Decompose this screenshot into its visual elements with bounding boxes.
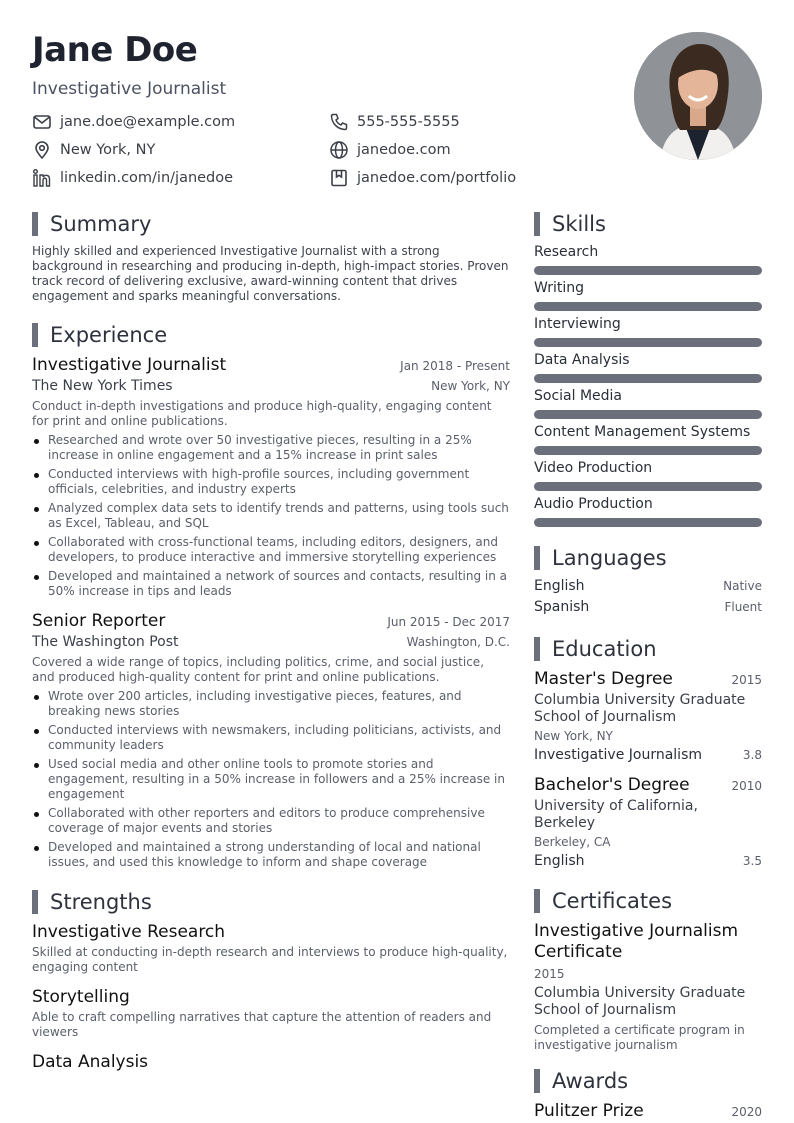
job-bullets (32, 433, 510, 599)
education-title: Education (552, 637, 657, 661)
job-bullets (32, 689, 510, 870)
skill-level-bar (534, 446, 762, 455)
job-location: Washington, D.C. (406, 635, 510, 649)
certificates-title: Certificates (552, 889, 673, 913)
school-location: Berkeley, CA (534, 835, 611, 849)
bullet-item: Researched and wrote over 50 investigative pieces, resulting in a 25% increase in online engagement and a 15% increase in print sales (32, 433, 510, 463)
degree-year: 2010 (731, 779, 762, 793)
gpa: 3.5 (742, 854, 762, 868)
languages-title: Languages (552, 546, 667, 570)
strength-item (32, 987, 510, 1040)
certificate-description: Completed a certificate program in investigative journalism (534, 1023, 745, 1052)
contact-phone[interactable] (329, 112, 460, 132)
strength-title: Investigative Research (32, 922, 226, 942)
degree: Bachelor's Degree (534, 775, 690, 795)
section-accent-bar (534, 889, 540, 913)
contact-website[interactable] (329, 140, 451, 160)
award-title: Pulitzer Prize (534, 1101, 644, 1121)
job-title: Senior Reporter (32, 611, 166, 631)
skill-level-bar (534, 410, 762, 419)
skill-item (534, 388, 762, 419)
skill-item (534, 496, 762, 527)
bullet-item: Analyzed complex data sets to identify trends and patterns, using tools such as Excel, Tableau, and SQL (32, 501, 510, 531)
main-column (32, 208, 510, 1072)
skill-item (534, 280, 762, 311)
degree: Master's Degree (534, 669, 673, 689)
education-heading (534, 633, 762, 665)
job-location: New York, NY (431, 379, 510, 393)
skill-item (534, 460, 762, 491)
section-accent-bar (32, 323, 38, 347)
skill-name: Data Analysis (534, 352, 630, 368)
school-name: Columbia University Graduate School of Journalism (534, 692, 746, 725)
skill-item (534, 424, 762, 455)
school-location: New York, NY (534, 729, 613, 743)
section-accent-bar (534, 546, 540, 570)
skill-name: Audio Production (534, 496, 653, 512)
certificate-year: 2015 (534, 967, 565, 981)
bullet-item: Collaborated with cross-functional teams, including editors, designers, and developers, to produce interactive and immersive storytelling experiences (32, 535, 510, 565)
skill-item (534, 352, 762, 383)
field-of-study: Investigative Journalism (534, 747, 703, 763)
skill-name: Video Production (534, 460, 653, 476)
contact-location (32, 140, 155, 160)
bullet-item: Wrote over 200 articles, including investigative pieces, features, and breaking news stories (32, 689, 510, 719)
skill-name: Content Management Systems (534, 424, 751, 440)
bullet-item: Conducted interviews with high-profile sources, including government officials, celebrities, and industry experts (32, 467, 510, 497)
section-accent-bar (32, 890, 38, 914)
skill-name: Social Media (534, 388, 623, 404)
skill-name: Research (534, 244, 599, 260)
skills-heading (534, 208, 762, 240)
bullet-item: Developed and maintained a strong understanding of local and national issues, and used this knowledge to inform and shape coverage (32, 840, 510, 870)
degree-year: 2015 (731, 673, 762, 687)
phone-icon (329, 112, 349, 132)
field-of-study: English (534, 853, 585, 869)
phone-text: 555-555-5555 (357, 114, 460, 130)
awards-title: Awards (552, 1069, 629, 1093)
language-level: Fluent (724, 600, 762, 614)
linkedin-icon (32, 168, 52, 188)
experience-item (32, 355, 510, 599)
email-text: jane.doe@example.com (60, 114, 236, 130)
skill-item (534, 244, 762, 275)
language-level: Native (723, 579, 762, 593)
bullet-item: Conducted interviews with newsmakers, including politicians, activists, and community leaders (32, 723, 510, 753)
profile-photo-image (634, 32, 762, 160)
mail-icon (32, 112, 52, 132)
language-item (534, 599, 762, 620)
job-dates: Jun 2015 - Dec 2017 (387, 615, 510, 629)
strengths-title: Strengths (50, 890, 152, 914)
certificates-heading (534, 885, 762, 917)
language-name: Spanish (534, 599, 590, 615)
skill-name: Interviewing (534, 316, 621, 332)
skill-level-bar (534, 266, 762, 275)
bullet-item: Collaborated with other reporters and editors to produce comprehensive coverage of major events and stories (32, 806, 510, 836)
job-organization: The New York Times (32, 378, 173, 394)
job-description: Covered a wide range of topics, including politics, crime, and social justice, and produced high-quality content for print and online publications. (32, 655, 485, 684)
certificate-issuer: Columbia University Graduate School of Journalism (534, 985, 746, 1018)
portfolio-text: janedoe.com/portfolio (357, 170, 517, 186)
section-accent-bar (534, 1069, 540, 1093)
linkedin-text: linkedin.com/in/janedoe (60, 170, 234, 186)
language-name: English (534, 578, 585, 594)
contact-linkedin[interactable] (32, 168, 233, 188)
award-item (534, 1101, 762, 1121)
bullet-item: Used social media and other online tools to promote stories and engagement, resulting in a 50% increase in followers and a 25% increase in engagement (32, 757, 510, 802)
location-pin-icon (32, 140, 52, 160)
skill-level-bar (534, 482, 762, 491)
bullet-item: Developed and maintained a network of sources and contacts, resulting in a 50% increase in tips and leads (32, 569, 510, 599)
gpa: 3.8 (742, 748, 762, 762)
awards-heading (534, 1065, 762, 1097)
skill-level-bar (534, 302, 762, 311)
experience-heading (32, 319, 510, 351)
job-dates: Jan 2018 - Present (400, 359, 510, 373)
strength-description: Skilled at conducting in-depth research and interviews to produce high-quality, engaging content (32, 945, 508, 974)
section-accent-bar (534, 637, 540, 661)
summary-heading (32, 208, 510, 240)
language-item (534, 578, 762, 599)
contact-portfolio[interactable] (329, 168, 516, 188)
strength-title: Data Analysis (32, 1052, 149, 1072)
languages-heading (534, 542, 762, 574)
skill-level-bar (534, 518, 762, 527)
job-description: Conduct in-depth investigations and produce high-quality, engaging content for print and online publications. (32, 399, 492, 428)
skill-level-bar (534, 374, 762, 383)
strength-item (32, 922, 510, 975)
summary-title: Summary (50, 212, 152, 236)
section-accent-bar (534, 212, 540, 236)
strength-description: Able to craft compelling narratives that capture the attention of readers and viewers (32, 1010, 492, 1039)
skills-title: Skills (552, 212, 606, 236)
skills-list (534, 244, 762, 527)
strength-item (32, 1052, 510, 1072)
experience-title: Experience (50, 323, 168, 347)
skill-level-bar (534, 338, 762, 347)
section-accent-bar (32, 212, 38, 236)
experience-item (32, 611, 510, 870)
candidate-name: Jane Doe (32, 30, 198, 70)
education-item (534, 775, 762, 869)
website-text: janedoe.com (357, 142, 451, 158)
job-organization: The Washington Post (32, 634, 179, 650)
education-item (534, 669, 762, 763)
profile-photo (634, 32, 762, 160)
school-name: University of California, Berkeley (534, 798, 698, 831)
portfolio-icon (329, 168, 349, 188)
certificate-item (534, 921, 762, 1053)
contact-email[interactable] (32, 112, 235, 132)
location-text: New York, NY (60, 142, 156, 158)
strengths-heading (32, 886, 510, 918)
globe-icon (329, 140, 349, 160)
summary-text: Highly skilled and experienced Investigative Journalist with a strong background in researching and producing in-depth, high-impact stories. Proven track record of delivering exclusive, award-winning content that drives engagement and sparks meaningful conversations. (32, 244, 509, 303)
strength-title: Storytelling (32, 987, 130, 1007)
skill-item (534, 316, 762, 347)
award-year: 2020 (731, 1105, 762, 1119)
side-column (534, 208, 762, 1121)
skill-name: Writing (534, 280, 584, 296)
job-title: Investigative Journalist (32, 355, 227, 375)
candidate-title: Investigative Journalist (32, 79, 227, 99)
certificate-title: Investigative Journalism Certificate (534, 921, 739, 962)
